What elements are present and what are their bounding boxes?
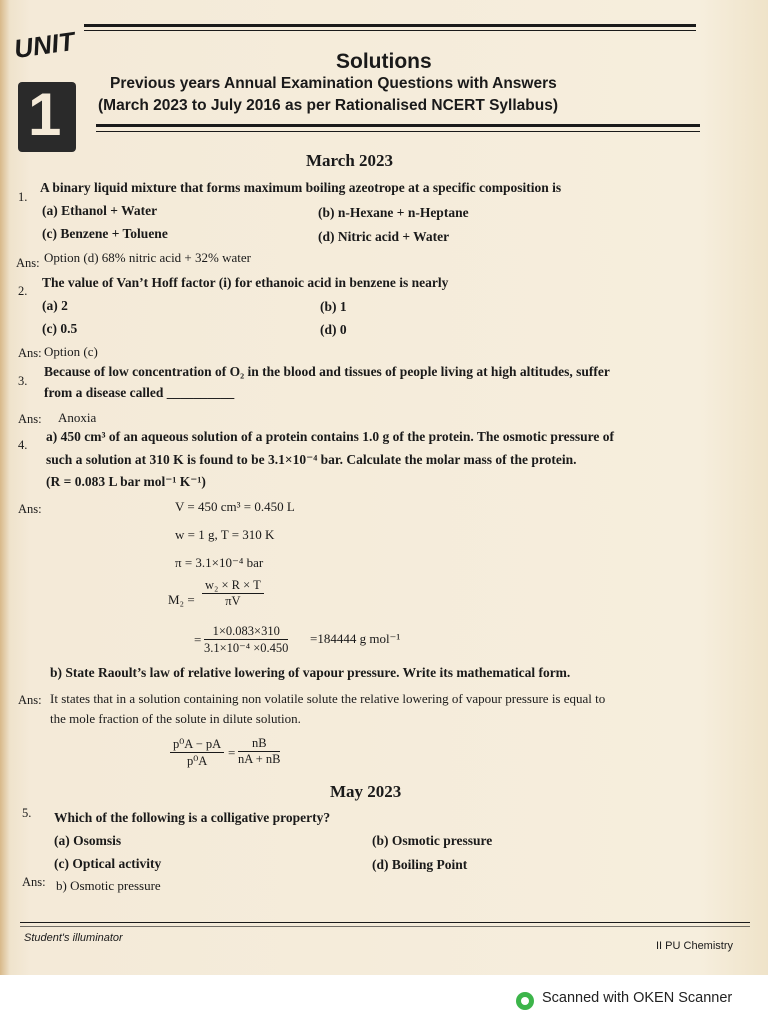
answer-text-line-1: It states that in a solution containing non volatile solute the relative lowering of vapour pressure is equal to — [50, 691, 606, 706]
answer-text: b) Osmotic pressure — [56, 878, 161, 893]
fraction-numerator: w₂ × R × T — [202, 578, 264, 594]
question-text-line-1: a) 450 cm³ of an aqueous solution of a protein contains 1.0 g of the protein. The osmotic pressure of — [46, 429, 614, 444]
raoult-law-lhs — [170, 736, 224, 769]
question-text: The value of Van’t Hoff factor (i) for ethanoic acid in benzene is nearly — [42, 275, 449, 290]
answer-text: Anoxia — [58, 410, 97, 425]
option-b: (b) 1 — [320, 299, 347, 314]
option-a: (a) Ethanol + Water — [42, 203, 158, 218]
footer-book-title: Student's illuminator — [24, 932, 123, 944]
option-d: (d) Nitric acid + Water — [318, 229, 450, 244]
option-b: (b) n-Hexane + n-Heptane — [318, 205, 469, 220]
option-d: (d) 0 — [320, 322, 347, 337]
subtitle-line-2: (March 2023 to July 2016 as per Rationalised NCERT Syllabus) — [98, 97, 558, 114]
answer-label: Ans: — [22, 875, 46, 889]
page-title: Solutions — [336, 50, 432, 73]
fraction-denominator: nA + nB — [238, 752, 281, 766]
molar-mass-symbol: M₂ = — [168, 592, 195, 607]
question-text-line-3: (R = 0.083 L bar mol⁻¹ K⁻¹) — [46, 474, 206, 489]
answer-label: Ans: — [18, 346, 42, 360]
equals-sign: = — [228, 745, 236, 760]
answer-text: Option (c) — [44, 344, 98, 359]
scanner-watermark-text: Scanned with OKEN Scanner — [542, 990, 733, 1006]
answer-text: Option (d) 68% nitric acid + 32% water — [44, 250, 251, 265]
answer-label: Ans: — [16, 256, 40, 270]
question-text-line-2: such a solution at 310 K is found to be 3.1×10⁻⁴ bar. Calculate the molar mass of the protein. — [46, 452, 577, 467]
footer-rule-thin — [20, 926, 750, 927]
fraction-denominator: p⁰A — [186, 754, 208, 768]
question-text: Which of the following is a colligative property? — [54, 810, 331, 825]
footer-subject: II PU Chemistry — [656, 940, 734, 952]
unit-number: 1 — [28, 81, 62, 148]
question-part-b: b) State Raoult’s law of relative lowering of vapour pressure. Write its mathematical form. — [50, 665, 571, 680]
equation-mass-temperature: w = 1 g, T = 310 K — [175, 527, 275, 542]
fraction-denominator: πV — [225, 594, 241, 608]
unit-label: UNIT — [12, 25, 77, 65]
question-text: A binary liquid mixture that forms maximum boiling azeotrope at a specific composition is — [40, 180, 562, 195]
answer-label: Ans: — [18, 693, 42, 707]
question-number: 2. — [18, 284, 28, 298]
question-number: 1. — [18, 190, 28, 204]
header-rule-top-thin — [84, 30, 696, 31]
question-number: 4. — [18, 438, 28, 452]
option-b: (b) Osmotic pressure — [372, 833, 493, 848]
section-heading-march-2023: March 2023 — [306, 151, 394, 170]
option-a: (a) 2 — [42, 298, 68, 313]
fraction-numerator: p⁰A − pA — [170, 736, 224, 753]
answer-text-line-2: the mole fraction of the solute in dilute solution. — [50, 711, 301, 726]
fraction-numerator: 1×0.083×310 — [204, 624, 288, 640]
question-number: 3. — [18, 374, 28, 388]
question-number: 5. — [22, 806, 32, 820]
equation-osmotic-pressure: π = 3.1×10⁻⁴ bar — [175, 555, 264, 570]
fraction-numerator: nB — [238, 736, 280, 752]
answer-label: Ans: — [18, 502, 42, 516]
molar-mass-calculation — [204, 624, 288, 656]
option-c: (c) 0.5 — [42, 321, 78, 336]
equals-sign: = — [194, 632, 202, 647]
option-a: (a) Osomsis — [54, 833, 122, 848]
equation-volume: V = 450 cm³ = 0.450 L — [175, 499, 295, 514]
molar-mass-result: =184444 g mol⁻¹ — [310, 631, 401, 646]
option-c: (c) Benzene + Toluene — [42, 226, 168, 241]
header-rule-top — [84, 24, 696, 27]
molar-mass-formula — [202, 578, 264, 609]
section-heading-may-2023: May 2023 — [330, 782, 402, 801]
oken-scanner-icon — [516, 992, 534, 1010]
header-rule-bottom-thin — [96, 131, 700, 132]
answer-label: Ans: — [18, 412, 42, 426]
raoult-law-rhs — [238, 736, 280, 767]
subtitle-line-1: Previous years Annual Examination Questions with Answers — [110, 75, 557, 92]
header-rule-bottom — [96, 124, 700, 127]
option-d: (d) Boiling Point — [372, 857, 468, 872]
footer-rule — [20, 922, 750, 923]
question-text-line-1: Because of low concentration of O₂ in the blood and tissues of people living at high altitudes, suffer — [44, 364, 610, 379]
fraction-denominator: 3.1×10⁻⁴ ×0.450 — [204, 641, 289, 655]
question-text-line-2: from a disease called __________ — [44, 385, 235, 400]
option-c: (c) Optical activity — [54, 856, 162, 871]
